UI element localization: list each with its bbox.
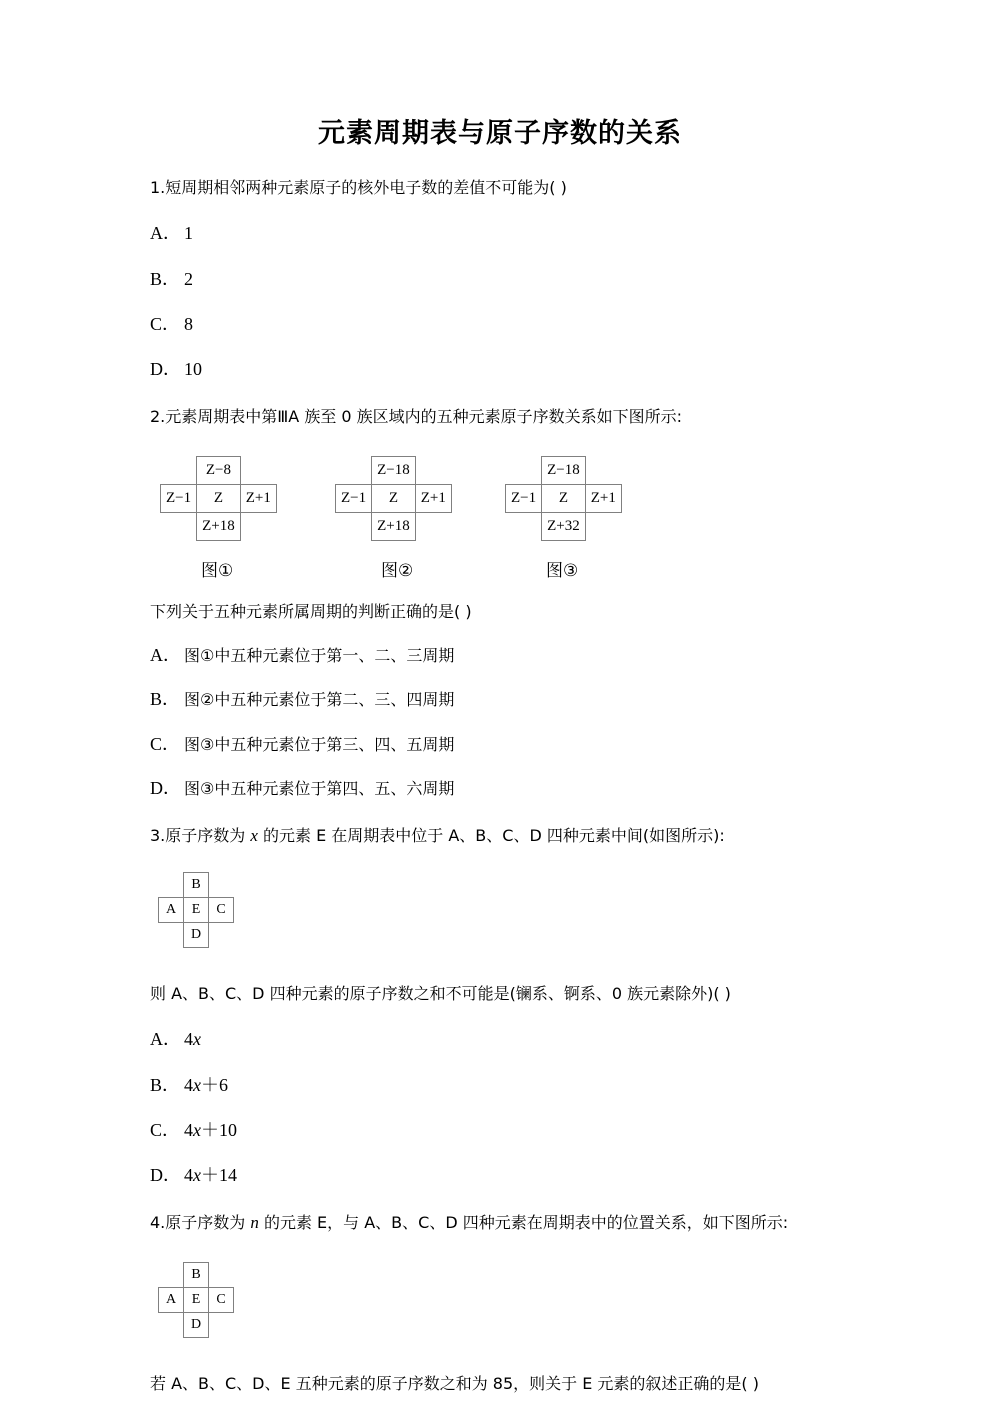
- question-3-option-a[interactable]: [150, 1027, 850, 1052]
- cell-top: Z−8: [197, 457, 241, 485]
- cell-empty: [415, 457, 451, 485]
- cross-table: [505, 456, 622, 541]
- cell-bottom: D: [184, 1312, 209, 1337]
- question-1-stem: 1.短周期相邻两种元素原子的核外电子数的差值不可能为( ): [150, 178, 567, 198]
- cell-empty: [209, 1312, 234, 1337]
- cell-empty: [209, 923, 234, 948]
- stem-part-2: 的元素 E 在周期表中位于 A、B、C、D 四种元素中间(如图所示):: [257, 825, 725, 845]
- option-prefix: 4: [184, 1074, 193, 1095]
- option-label: C．: [150, 1119, 181, 1140]
- cell-left: Z−1: [161, 485, 197, 513]
- cell-left: Z−1: [506, 485, 542, 513]
- cell-empty: [585, 457, 621, 485]
- stem-variable: n: [250, 1213, 259, 1233]
- option-variable: x: [193, 1074, 201, 1095]
- question-1-option-d[interactable]: [150, 357, 850, 382]
- cross-table: [160, 456, 277, 541]
- question-4-stem: [150, 1210, 850, 1236]
- cell-bottom: D: [184, 923, 209, 948]
- question-3-option-c[interactable]: [150, 1118, 850, 1143]
- option-prefix: 4: [184, 1029, 193, 1050]
- option-suffix: ＋14: [201, 1164, 237, 1185]
- figure-caption-2: 图②: [381, 561, 414, 582]
- page-title: 元素周期表与原子序数的关系: [318, 118, 682, 149]
- figure-caption-1: 图①: [201, 561, 234, 582]
- option-text: 8: [184, 313, 193, 334]
- option-label: A．: [150, 645, 181, 666]
- option-label: B．: [150, 689, 181, 710]
- cell-empty: [159, 923, 184, 948]
- question-3-cross-diagram: [158, 872, 234, 948]
- cell-top: B: [184, 873, 209, 898]
- cell-right: Z+1: [415, 485, 451, 513]
- cell-bottom: Z+18: [372, 513, 416, 541]
- option-label: D．: [150, 777, 181, 798]
- cell-empty: [161, 457, 197, 485]
- option-variable: x: [193, 1164, 201, 1185]
- option-suffix: ＋6: [201, 1074, 228, 1095]
- question-2-option-d[interactable]: [150, 776, 850, 801]
- diagram-figure-3: [505, 456, 622, 541]
- cell-center: Z: [372, 485, 416, 513]
- option-label: B．: [150, 268, 181, 289]
- question-2-option-b[interactable]: [150, 687, 850, 712]
- cell-center: E: [184, 898, 209, 923]
- option-prefix: 4: [184, 1119, 193, 1140]
- option-variable: x: [193, 1029, 201, 1050]
- question-2-option-c[interactable]: [150, 732, 850, 757]
- question-4-sub-stem: 若 A、B、C、D、E 五种元素的原子序数之和为 85，则关于 E 元素的叙述正确的是( ): [150, 1373, 759, 1393]
- cell-top: Z−18: [542, 457, 586, 485]
- question-2-option-a[interactable]: [150, 643, 850, 668]
- cell-center: Z: [197, 485, 241, 513]
- cell-center: Z: [542, 485, 586, 513]
- cell-empty: [159, 1312, 184, 1337]
- option-text: 10: [184, 358, 202, 379]
- option-text: 图③中五种元素位于第三、四、五周期: [184, 734, 455, 754]
- option-label: D．: [150, 358, 181, 379]
- cell-empty: [240, 457, 276, 485]
- cell-empty: [240, 513, 276, 541]
- cell-left: Z−1: [336, 485, 372, 513]
- option-text: 图①中五种元素位于第一、二、三周期: [184, 646, 455, 666]
- question-3-option-b[interactable]: [150, 1073, 850, 1098]
- option-text: 2: [184, 268, 193, 289]
- question-2-stem: 2.元素周期表中第ⅢA 族至 0 族区域内的五种元素原子序数关系如下图所示:: [150, 407, 683, 427]
- diagram-figure-2: [335, 456, 452, 541]
- figure-caption-3: 图③: [546, 561, 579, 582]
- option-label: A．: [150, 223, 181, 244]
- question-3-option-d[interactable]: [150, 1163, 850, 1188]
- cross-table: [335, 456, 452, 541]
- cell-left: A: [159, 898, 184, 923]
- cell-right: Z+1: [240, 485, 276, 513]
- figure-caption-group: [150, 556, 850, 590]
- cell-empty: [585, 513, 621, 541]
- question-1-option-c[interactable]: [150, 312, 850, 337]
- cell-right: C: [209, 898, 234, 923]
- option-text: 图③中五种元素位于第四、五、六周期: [184, 778, 455, 798]
- cell-empty: [415, 513, 451, 541]
- cell-empty: [209, 873, 234, 898]
- cell-empty: [336, 457, 372, 485]
- cell-empty: [161, 513, 197, 541]
- cell-bottom: Z+32: [542, 513, 586, 541]
- cell-top: Z−18: [372, 457, 416, 485]
- cell-bottom: Z+18: [197, 513, 241, 541]
- cell-empty: [159, 873, 184, 898]
- option-label: B．: [150, 1074, 181, 1095]
- option-variable: x: [193, 1119, 201, 1140]
- question-2-sub-stem: 下列关于五种元素所属周期的判断正确的是( ): [150, 602, 472, 622]
- cell-center: E: [184, 1287, 209, 1312]
- question-4-cross-diagram: [158, 1262, 234, 1338]
- cell-top: B: [184, 1262, 209, 1287]
- cell-left: A: [159, 1287, 184, 1312]
- cell-empty: [209, 1262, 234, 1287]
- stem-variable: x: [250, 825, 258, 845]
- stem-part-1: 4.原子序数为: [150, 1213, 251, 1233]
- question-1-option-b[interactable]: [150, 267, 850, 292]
- cell-right: C: [209, 1287, 234, 1312]
- option-label: C．: [150, 313, 181, 334]
- option-label: A．: [150, 1029, 181, 1050]
- option-text: 图②中五种元素位于第二、三、四周期: [184, 690, 455, 710]
- question-3-sub-stem: 则 A、B、C、D 四种元素的原子序数之和不可能是(镧系、锕系、0 族元素除外)( ): [150, 984, 731, 1004]
- cell-right: Z+1: [585, 485, 621, 513]
- option-label: D．: [150, 1164, 181, 1185]
- stem-part-1: 3.原子序数为: [150, 825, 251, 845]
- question-3-stem: [150, 823, 850, 849]
- cell-empty: [506, 513, 542, 541]
- option-suffix: ＋10: [201, 1119, 237, 1140]
- option-prefix: 4: [184, 1164, 193, 1185]
- cell-empty: [159, 1262, 184, 1287]
- diagram-figure-1: [160, 456, 277, 541]
- option-text: 1: [184, 223, 193, 244]
- cell-empty: [336, 513, 372, 541]
- option-label: C．: [150, 733, 181, 754]
- question-1-option-a[interactable]: [150, 221, 850, 246]
- stem-part-2: 的元素 E，与 A、B、C、D 四种元素在周期表中的位置关系，如下图所示:: [258, 1213, 789, 1233]
- cell-empty: [506, 457, 542, 485]
- question-2-diagram-group: [150, 456, 850, 556]
